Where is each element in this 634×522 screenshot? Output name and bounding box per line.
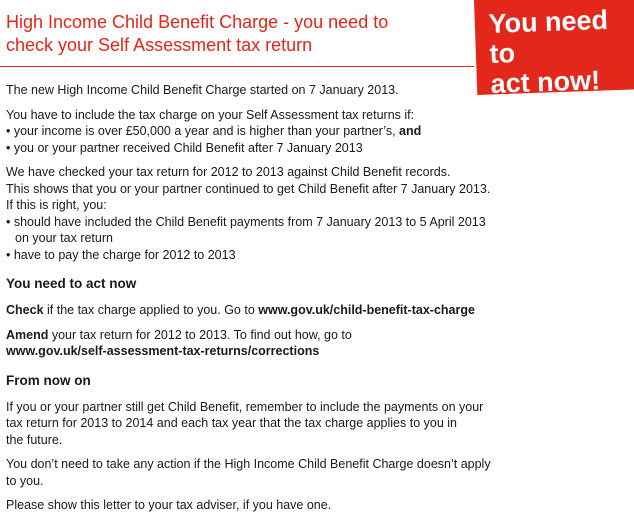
no-action-line-1: You don’t need to take any action if the High Income Child Benefit Charge doesn’t apply [6, 457, 491, 471]
future-payments-paragraph [6, 399, 606, 449]
future-payments-line-2: tax return for 2013 to 2014 and each tax year that the tax charge applies to you in [6, 416, 457, 430]
title-divider [0, 66, 474, 67]
check-label: Check [6, 303, 44, 317]
future-payments-line-3: the future. [6, 432, 63, 447]
title-line-1: High Income Child Benefit Charge - you need to [6, 12, 389, 32]
required-payments-bullet-cont: on your tax return [15, 231, 113, 245]
from-now-on-heading: From now on [6, 372, 91, 388]
corrections-link[interactable]: www.gov.uk/self-assessment-tax-returns/corrections [6, 344, 320, 358]
no-action-line-2: to you. [6, 473, 44, 488]
amend-line [6, 327, 606, 344]
no-action-paragraph [6, 456, 606, 489]
required-payments-bullet: • should have included the Child Benefit payments from 7 January 2013 to 5 April 2013 [6, 214, 486, 229]
act-now-heading: You need to act now [6, 276, 137, 291]
amend-text: your tax return for 2012 to 2013. To find out how, go to [48, 327, 352, 342]
condition-income [6, 123, 606, 140]
conditions-paragraph [6, 107, 606, 157]
child-benefit-tax-charge-link[interactable]: www.gov.uk/child-benefit-tax-charge [258, 303, 475, 317]
intro-paragraph: The new High Income Child Benefit Charge started on 7 January 2013. [6, 83, 399, 97]
banner-line-1: You need to [488, 4, 609, 69]
condition-income-text: • your income is over £50,000 a year and is higher than your partner’s, [6, 124, 400, 138]
condition-benefit: • you or your partner received Child Benefit after 7 January 2013 [6, 140, 363, 155]
future-payments-line-1: If you or your partner still get Child Benefit, remember to include the payments on your [6, 399, 484, 414]
conditions-lead: You have to include the tax charge on your Self Assessment tax returns if: [6, 107, 415, 122]
tax-adviser-paragraph: Please show this letter to your tax adviser, if you have one. [6, 498, 332, 512]
pay-charge-bullet: • have to pay the charge for 2012 to 2013 [6, 247, 236, 262]
amend-label: Amend [6, 327, 49, 342]
check-paragraph [6, 302, 606, 319]
condition-income-and: and [399, 124, 422, 138]
check-result-line-3: If this is right, you: [6, 198, 107, 212]
check-text: if the tax charge applied to you. Go to [43, 303, 259, 317]
title-line-2: check your Self Assessment tax return [6, 35, 313, 55]
check-result-paragraph [6, 164, 606, 263]
letter-body [6, 82, 606, 522]
amend-paragraph [6, 327, 606, 360]
check-result-line-2: This shows that you or your partner continued to get Child Benefit after 7 January 2013. [6, 181, 491, 196]
letter-title [6, 11, 456, 57]
check-result-line-1: We have checked your tax return for 2012 to 2013 against Child Benefit records. [6, 165, 451, 179]
banner-line-2: act now! [490, 65, 601, 99]
